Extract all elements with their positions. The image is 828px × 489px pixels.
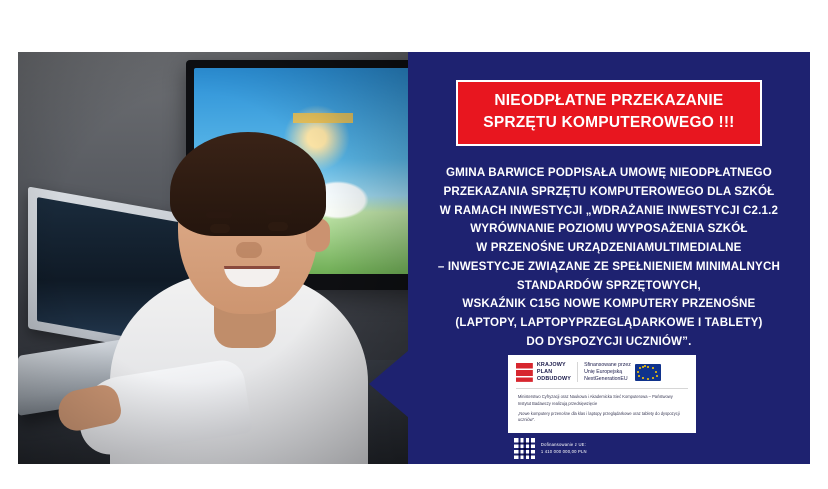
announcement-line: WYRÓWNANIE POZIOMU WYPOSAŻENIA SZKÓŁ [470, 222, 748, 236]
logo-row [516, 362, 688, 389]
announcement-line: GMINA BARWICE PODPISAŁA UMOWĘ NIEODPŁATNEGO [445, 165, 772, 179]
headline-line-1: NIEODPŁATNE PRZEKAZANIE [494, 92, 724, 109]
funding-value: 1 410 000 000,00 PLN [540, 448, 587, 454]
boy-eyebrow-left [206, 212, 232, 218]
content-panel [408, 52, 810, 464]
funding-logo-card [508, 355, 696, 464]
eu-line-2: Unię Europejską [584, 368, 623, 375]
boy-eye-right [268, 222, 288, 231]
promo-banner [18, 52, 810, 464]
announcement-line: PRZEKAZANIA SPRZĘTU KOMPUTEROWEGO DLA SZKÓŁ [443, 184, 775, 198]
announcement-line: – INWESTYCJE ZWIĄZANE ZE SPEŁNIENIEM MINIMALNYCH [437, 259, 780, 273]
announcement-line: STANDARDÓW SPRZĘTOWYCH, [516, 278, 701, 292]
eu-logo-text [584, 362, 631, 382]
legal-text [516, 389, 688, 433]
qr-code-icon [514, 438, 535, 459]
eu-logo [577, 362, 661, 382]
announcement-line: (LAPTOPY, LAPTOPYPRZEGLĄDARKOWE I TABLETY) [455, 316, 763, 330]
boy-eye-left [210, 224, 230, 233]
kpo-line-3: ODBUDOWY [536, 375, 572, 382]
boy-eyebrow-right [266, 209, 292, 215]
funding-label: Dofinansowanie z UE: [540, 442, 587, 448]
announcement-line: W PRZENOŚNE URZĄDZENIAMULTIMEDIALNE [476, 241, 742, 255]
funding-amount-text [541, 442, 587, 455]
kpo-line-2: PLAN [536, 368, 553, 375]
eu-line-1: Sfinansowane przez [584, 362, 631, 369]
kpo-line-1: KRAJOWY [536, 362, 566, 369]
headline-box [456, 80, 762, 146]
announcement-line: DO DYSPOZYCJI UCZNIÓW”. [526, 334, 692, 348]
announcement-line: W RAMACH INWESTYCJI „WDRAŻANIE INWESTYCJI C2.1.2 [439, 203, 779, 217]
photo-panel [18, 52, 408, 464]
announcement-line: WSKAŹNIK C15G NOWE KOMPUTERY PRZENOŚNE [462, 297, 756, 311]
boy-nose [236, 242, 262, 258]
announcement-text [434, 164, 784, 352]
kpo-logo [516, 362, 571, 382]
legal-paragraph-1: Ministerstwo Cyfryzacji oraz Naukowa i Akademicka Sieć Komputerowa – Państwowy Instytut Badawczy realizują przedsięwzięcie [517, 394, 673, 406]
legal-paragraph-2: „Nowe komputery przenośne dla klas i laptopy przeglądarkowe oraz tablety do dyspozycji uczniów”. [517, 410, 680, 422]
headline-line-2: SPRZĘTU KOMPUTEROWEGO !!! [483, 114, 735, 132]
kpo-logo-text [537, 362, 571, 382]
eu-flag-icon [635, 364, 661, 381]
arrow-pointer-shape [369, 350, 408, 418]
screen-icons [293, 113, 353, 123]
funding-amount-row [508, 433, 696, 464]
kpo-flag-icon [516, 363, 533, 382]
eu-line-3: NextGenerationEU [584, 375, 628, 382]
